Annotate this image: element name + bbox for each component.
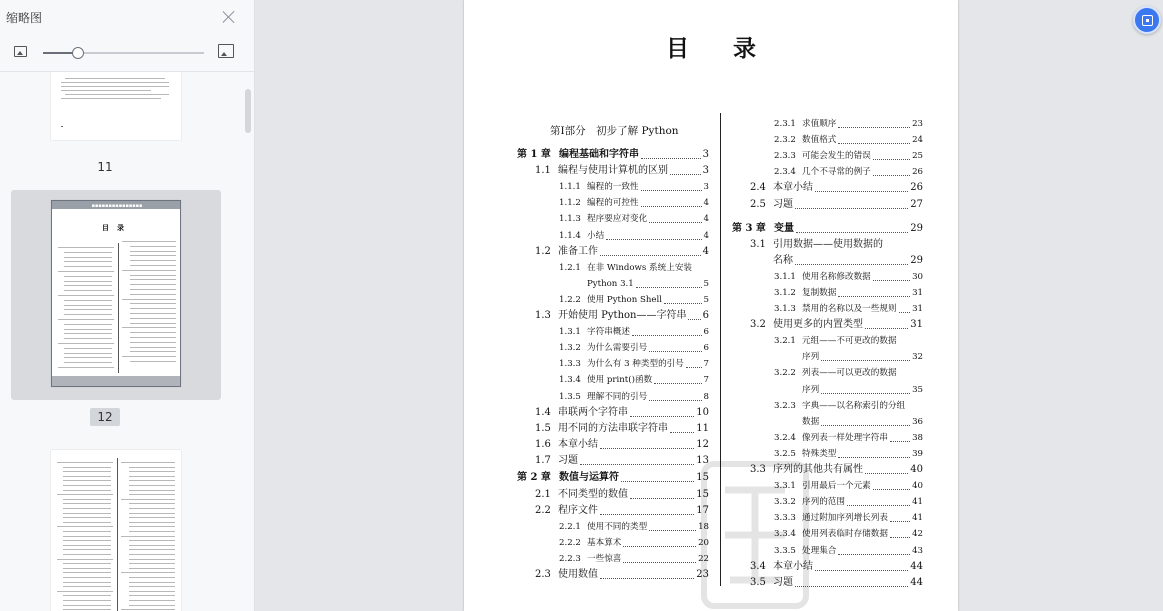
thumbnail-item-13[interactable]: [11, 440, 221, 611]
thumbnail-item-12[interactable]: [11, 190, 221, 400]
toc-leader-dots: [630, 485, 694, 499]
toc-entry[interactable]: [750, 181, 923, 195]
toc-entry-number: 1.4: [535, 406, 551, 418]
toc-leader-dots: [795, 195, 908, 209]
toc-entry-page: 42: [912, 529, 923, 540]
toc-leader-dots: [641, 177, 702, 191]
toc-entry-page: 40: [910, 464, 923, 475]
toc-entry-title: 禁用的名称以及一些规则: [802, 304, 897, 314]
toc-entry-number: 3.1.3: [774, 304, 796, 314]
thumbnail-page-number: 12: [90, 408, 120, 426]
toc-entry-page: 11: [696, 422, 709, 434]
toc-entry-page: 43: [912, 545, 923, 556]
toc-entry-number: 1.6: [535, 438, 551, 450]
toc-entry[interactable]: [559, 212, 709, 226]
toc-entry-title: 数值格式: [802, 135, 837, 146]
toc-entry-title: 数值与运算符: [559, 472, 619, 484]
toc-entry-page: 15: [696, 472, 709, 484]
toc-entry-page: 23: [912, 119, 923, 129]
toc-entry-page: 6: [703, 327, 709, 338]
toc-leader-dots: [623, 549, 696, 563]
toc-entry-page: 5: [703, 278, 709, 289]
toc-leader-dots: [865, 315, 908, 329]
toc-entry[interactable]: [535, 568, 709, 582]
toc-leader-dots: [636, 274, 702, 288]
toc-entry-page: 4: [702, 245, 709, 257]
toc-entry-number: 1.2: [535, 245, 551, 257]
toc-leader-dots: [847, 492, 910, 506]
toc-entry-title: 字典——以名称索引的分组: [802, 400, 906, 411]
toc-entry-page: 18: [698, 521, 709, 532]
toc-entry-page: 4: [703, 214, 709, 225]
toc-entry-title: 序列的其他共有属性: [773, 464, 863, 475]
toc-entry-number: 2.2: [535, 504, 551, 516]
toc-entry-number: 1.1.3: [559, 214, 581, 225]
toc-entry-title: 名称: [773, 254, 793, 266]
toc-entry[interactable]: [559, 261, 709, 275]
toc-entry-title: 不同类型的数值: [558, 488, 628, 500]
toc-entry-number: 3.3.4: [774, 529, 796, 540]
toc-entry-page: 38: [912, 432, 923, 443]
toc-entry-title: 编程与使用计算机的区别: [558, 165, 668, 177]
toc-entry[interactable]: [535, 454, 709, 468]
toc-entry-title: 准备工作: [558, 245, 598, 257]
toc-entry[interactable]: [559, 196, 709, 210]
toc-entry-number: 3.5: [750, 576, 766, 588]
toc-entry-title: 程序文件: [558, 504, 598, 516]
toc-leader-dots: [621, 468, 694, 482]
toc-entry-page: 35: [912, 384, 923, 395]
toc-entry-title: 使用更多的内置类型: [773, 319, 863, 331]
toc-entry[interactable]: [774, 447, 923, 461]
plugin-icon: [1142, 15, 1153, 26]
toc-entry-title: 小结: [587, 230, 605, 241]
sidebar-title: 缩略图: [6, 11, 43, 25]
toc-entry-page: 10: [696, 406, 709, 418]
toc-leader-dots: [838, 444, 910, 458]
close-icon[interactable]: [222, 10, 236, 24]
toc-entry-number: 3.1: [750, 238, 766, 250]
toc-entry-title: 为什么有 3 种类型的引号: [587, 359, 684, 370]
toc-entry-page: 40: [912, 481, 923, 492]
toc-entry-number: 3.3.2: [774, 497, 796, 508]
toc-entry-title: 使用名称修改数据: [802, 271, 871, 282]
toc-entry-page: 41: [912, 497, 923, 508]
toc-leader-dots: [838, 283, 910, 297]
thumbnail-list: [0, 72, 255, 611]
sidebar-scrollbar[interactable]: [245, 89, 251, 133]
toc-entry[interactable]: [517, 471, 709, 485]
toc-entry-number: 2.3.1: [774, 119, 796, 129]
toc-entry-number: 2.4: [750, 182, 766, 194]
toc-entry-title: 串联两个字符串: [558, 406, 628, 418]
toc-entry[interactable]: [535, 504, 709, 518]
toc-leader-dots: [688, 306, 700, 320]
toc-entry-page: 15: [696, 488, 709, 500]
toc-leader-dots: [649, 338, 701, 352]
toc-entry-page: 4: [703, 230, 709, 241]
toc-entry-page: 12: [696, 438, 709, 450]
toc-leader-dots: [890, 524, 910, 538]
toc-leader-dots: [649, 209, 701, 223]
toc-leader-dots: [600, 501, 694, 515]
toc-entry-page: 6: [702, 310, 709, 321]
toc-entry-title: 复制数据: [802, 287, 837, 298]
toc-entry-title: 特殊类型: [802, 448, 837, 459]
toc-entry-title: 使用不同的类型: [587, 521, 648, 532]
thumbnail-zoom-control: [0, 40, 255, 66]
toc-entry[interactable]: [774, 149, 923, 163]
toc-entry[interactable]: [774, 133, 923, 147]
toc-entry-title: 列表——可以更改的数据: [802, 368, 897, 379]
toc-entry-title: 用不同的方法串联字符串: [558, 422, 668, 434]
toc-entry-page: 7: [703, 375, 709, 386]
toc-entry[interactable]: [774, 350, 923, 364]
toc-entry-page: 32: [912, 352, 923, 363]
toc-leader-dots: [600, 565, 694, 579]
thumbnail-page-number: 11: [97, 160, 113, 174]
toc-entry-page: 23: [696, 569, 709, 580]
toc-entry-title: 本章小结: [773, 560, 813, 572]
toc-entry-number: 2.3.4: [774, 167, 796, 178]
toc-leader-dots: [686, 354, 702, 368]
toc-entry-title: 使用 Python Shell: [587, 294, 662, 305]
toc-entry-page: 29: [910, 222, 923, 234]
toc-entry-number: 3.2.4: [774, 432, 796, 443]
toc-leader-dots: [815, 178, 908, 192]
toc-entry-number: 1.2.2: [559, 294, 581, 305]
toc-leader-dots: [815, 557, 908, 571]
document-page: [464, 0, 958, 611]
toc-entry-title: 序列的范围: [802, 497, 845, 508]
toc-entry-title: 为什么需要引号: [587, 343, 648, 354]
toc-entry-number: 3.3.3: [774, 513, 796, 524]
zoom-in-image-icon[interactable]: [218, 44, 234, 58]
toc-entry-number: 3.1.1: [774, 271, 796, 282]
toc-entry-number: 1.3.2: [559, 343, 581, 354]
toc-entry-title: 求值顺序: [802, 119, 837, 129]
thumbnail-page-preview: ▪▪▪▪▪▪▪▪▪▪▪▪▪▪▪ 目录: [51, 200, 181, 387]
toc-leader-dots: [890, 508, 910, 522]
toc-entry-number: 1.2.1: [559, 262, 581, 273]
toc-entry-title: 序列: [802, 352, 820, 363]
toc-entry-title: 几个不寻常的例子: [802, 167, 871, 178]
toc-entry[interactable]: [750, 198, 923, 212]
toc-entry-number: 第 2 章: [517, 472, 551, 484]
toc-entry-number: 1.1: [535, 165, 551, 177]
toc-entry-number: 第 1 章: [517, 149, 551, 160]
toc-entry-title: 使用列表临时存储数据: [802, 529, 888, 540]
toc-entry-title: 开始使用 Python——字符串: [558, 310, 687, 321]
toc-entry-title: 变量: [774, 222, 794, 234]
toc-entry-page: 36: [912, 416, 923, 427]
toc-leader-dots: [630, 403, 694, 417]
toc-entry-title: 本章小结: [558, 438, 598, 450]
toc-entry-title: 可能会发生的错误: [802, 151, 871, 162]
toc-entry-number: 3.4: [750, 560, 766, 572]
toc-entry[interactable]: [774, 302, 923, 316]
toc-leader-dots: [821, 380, 910, 394]
plugin-button[interactable]: [1133, 6, 1161, 34]
toc-leader-dots: [795, 573, 908, 587]
toc-entry[interactable]: [559, 229, 709, 243]
toc-entry[interactable]: [750, 318, 923, 332]
toc-entry-number: 第 3 章: [732, 222, 766, 234]
toc-entry[interactable]: [750, 238, 923, 252]
toc-entry[interactable]: [559, 357, 709, 371]
toc-entry-page: 39: [912, 448, 923, 459]
toc-entry-number: 1.1.1: [559, 182, 581, 193]
toc-entry[interactable]: [559, 277, 709, 291]
toc-entry-number: 3.2.5: [774, 448, 796, 459]
toc-entry-page: 30: [912, 271, 923, 282]
toc-entry-title: 基本算术: [587, 537, 622, 548]
toc-entry[interactable]: [559, 536, 709, 550]
toc-entry-title: 程序要应对变化: [587, 214, 648, 225]
toc-entry-page: 27: [910, 198, 923, 210]
toc-entry-page: 6: [703, 343, 709, 354]
document-viewer: [255, 0, 1163, 611]
toc-entry-page: 29: [910, 254, 923, 266]
toc-entry-page: 8: [703, 391, 709, 402]
toc-entry[interactable]: [774, 366, 923, 380]
toc-entry[interactable]: [774, 165, 923, 179]
toc-entry-title: 通过附加序列增长列表: [802, 513, 888, 524]
toc-entry-number: 1.3: [535, 310, 551, 321]
toc-entry[interactable]: [535, 406, 709, 420]
toc-entry-number: 3.3: [750, 464, 766, 475]
toc-entry-title: Python 3.1: [587, 278, 634, 289]
toc-entry[interactable]: [774, 415, 923, 429]
zoom-slider[interactable]: [43, 52, 204, 54]
toc-entry-number: 1.7: [535, 454, 551, 466]
toc-entry-page: 13: [696, 454, 709, 466]
toc-leader-dots: [796, 219, 908, 233]
toc-entry-title: 编程的一致性: [587, 182, 639, 193]
toc-leader-dots: [838, 130, 910, 144]
toc-entry[interactable]: [774, 399, 923, 413]
toc-entry[interactable]: [774, 117, 923, 131]
toc-leader-dots: [873, 267, 910, 281]
toc-leader-dots: [865, 460, 908, 474]
toc-entry-number: 2.2.3: [559, 553, 581, 564]
toc-entry-title: 一些惊喜: [587, 553, 622, 564]
toc-entry-title: 元组——不可更改的数据: [802, 336, 897, 347]
toc-entry-number: 3.2: [750, 319, 766, 331]
watermark-seal: [700, 460, 810, 610]
toc-entry-page: 44: [910, 560, 923, 572]
toc-entry[interactable]: [535, 488, 709, 502]
toc-entry[interactable]: [559, 180, 709, 194]
toc-entry[interactable]: [559, 325, 709, 339]
toc-leader-dots: [873, 476, 910, 490]
toc-entry-number: 3.2.1: [774, 336, 796, 347]
toc-leader-dots: [899, 299, 911, 313]
toc-entry-number: 2.2.2: [559, 537, 581, 548]
toc-entry-page: 3: [702, 165, 709, 177]
toc-entry[interactable]: [732, 222, 923, 236]
zoom-out-image-icon[interactable]: [14, 46, 27, 57]
toc-entry-page: 17: [696, 504, 709, 516]
toc-entry-page: 5: [703, 294, 709, 305]
toc-entry-title: 在非 Windows 系统上安装: [587, 262, 693, 273]
toc-entry-page: 26: [910, 182, 923, 194]
toc-entry-title: 使用 print()函数: [587, 375, 653, 386]
toc-entry-number: 3.3.1: [774, 481, 796, 492]
toc-entry-page: 31: [912, 304, 923, 314]
thumbnail-item-11[interactable]: [11, 72, 221, 150]
toc-entry-title: 引用最后一个元素: [802, 481, 871, 492]
toc-leader-dots: [664, 290, 702, 304]
toc-leader-dots: [632, 322, 702, 336]
toc-entry[interactable]: [559, 293, 709, 307]
part-heading: 第Ⅰ部分 初步了解 Python: [550, 125, 679, 137]
toc-leader-dots: [670, 161, 701, 175]
toc-entry-number: 1.3.5: [559, 391, 581, 402]
toc-entry-page: 24: [912, 135, 923, 146]
toc-leader-dots: [606, 226, 701, 240]
toc-leader-dots: [873, 146, 910, 160]
toc-entry-number: 3.2.3: [774, 400, 796, 411]
toc-entry[interactable]: [535, 422, 709, 436]
toc-entry-title: 编程基础和字符串: [559, 149, 639, 160]
toc-entry-title: 数据: [802, 416, 820, 427]
toc-leader-dots: [649, 387, 701, 401]
thumbnail-sidebar: [0, 0, 255, 611]
toc-entry-number: 2.3.3: [774, 151, 796, 162]
toc-entry-page: 31: [910, 319, 923, 331]
toc-leader-dots: [641, 145, 701, 159]
toc-entry-title: 习题: [773, 576, 793, 588]
toc-entry-number: 1.1.2: [559, 198, 581, 209]
toc-leader-dots: [838, 541, 910, 555]
toc-entry[interactable]: [774, 431, 923, 445]
toc-entry[interactable]: [559, 552, 709, 566]
toc-entry-page: 7: [703, 359, 709, 370]
toc-leader-dots: [580, 451, 694, 465]
toc-entry[interactable]: [535, 245, 709, 259]
toc-leader-dots: [838, 114, 910, 128]
toc-entry-title: 引用数据——使用数据的: [773, 238, 883, 250]
toc-entry-number: 1.3.1: [559, 327, 581, 338]
toc-entry[interactable]: [559, 520, 709, 534]
toc-entry[interactable]: [517, 148, 709, 162]
toc-entry-page: 3: [703, 182, 709, 193]
toc-entry-page: 26: [912, 167, 923, 178]
toc-leader-dots: [873, 162, 910, 176]
thumbnail-page-preview: [51, 450, 181, 611]
toc-entry[interactable]: [559, 373, 709, 387]
toc-leader-dots: [821, 347, 910, 361]
toc-leader-dots: [654, 370, 701, 384]
toc-entry-number: 3.1.2: [774, 287, 796, 298]
toc-entry-title: 理解不同的引号: [587, 391, 648, 402]
toc-entry-number: 1.5: [535, 422, 551, 434]
toc-entry-title: 本章小结: [773, 182, 813, 194]
toc-entry[interactable]: [535, 309, 709, 323]
toc-entry-title: 使用数值: [558, 569, 598, 580]
toc-entry[interactable]: [750, 254, 923, 268]
toc-leader-dots: [600, 242, 701, 256]
toc-entry[interactable]: [535, 164, 709, 178]
toc-entry-title: 编程的可控性: [587, 198, 639, 209]
toc-entry-number: 3.3.5: [774, 545, 796, 556]
toc-entry-number: 2.5: [750, 198, 766, 210]
toc-entry-number: 2.3.2: [774, 135, 796, 146]
toc-entry-page: 31: [912, 287, 923, 298]
toc-entry-page: 4: [703, 198, 709, 209]
toc-entry-page: 3: [702, 149, 709, 160]
toc-entry-title: 习题: [773, 198, 793, 210]
toc-entry[interactable]: [774, 334, 923, 348]
toc-entry-title: 序列: [802, 384, 820, 395]
toc-leader-dots: [623, 533, 696, 547]
thumbnail-page-preview: [51, 72, 181, 140]
toc-entry[interactable]: [774, 286, 923, 300]
toc-entry-number: 1.3.3: [559, 359, 581, 370]
toc-leader-dots: [641, 193, 702, 207]
toc-leader-dots: [670, 419, 694, 433]
zoom-slider-handle[interactable]: [72, 47, 84, 59]
toc-entry-number: 1.1.4: [559, 230, 581, 241]
toc-entry-title: 像列表一样处理字符串: [802, 432, 888, 443]
toc-entry-page: 22: [698, 553, 709, 564]
toc-entry-title: 习题: [558, 454, 578, 466]
toc-entry-page: 25: [912, 151, 923, 162]
toc-leader-dots: [600, 435, 694, 449]
toc-entry-page: 44: [910, 576, 923, 588]
toc-entry-title: 处理集合: [802, 545, 837, 556]
toc-leader-dots: [890, 428, 910, 442]
toc-entry-number: 3.2.2: [774, 368, 796, 379]
toc-entry-page: 41: [912, 513, 923, 524]
toc-entry-number: 1.3.4: [559, 375, 581, 386]
toc-leader-dots: [821, 412, 910, 426]
page-title: 目录: [666, 36, 800, 62]
toc-entry[interactable]: [559, 390, 709, 404]
toc-entry[interactable]: [774, 270, 923, 284]
toc-entry[interactable]: [774, 383, 923, 397]
toc-entry-number: 2.3: [535, 569, 551, 580]
toc-entry-number: 2.2.1: [559, 521, 581, 532]
toc-entry-page: 20: [698, 537, 709, 548]
toc-leader-dots: [649, 517, 696, 531]
toc-entry[interactable]: [535, 438, 709, 452]
toc-entry[interactable]: [559, 341, 709, 355]
toc-entry-number: 2.1: [535, 488, 551, 500]
toc-leader-dots: [795, 251, 908, 265]
toc-entry-title: 字符串概述: [587, 327, 630, 338]
